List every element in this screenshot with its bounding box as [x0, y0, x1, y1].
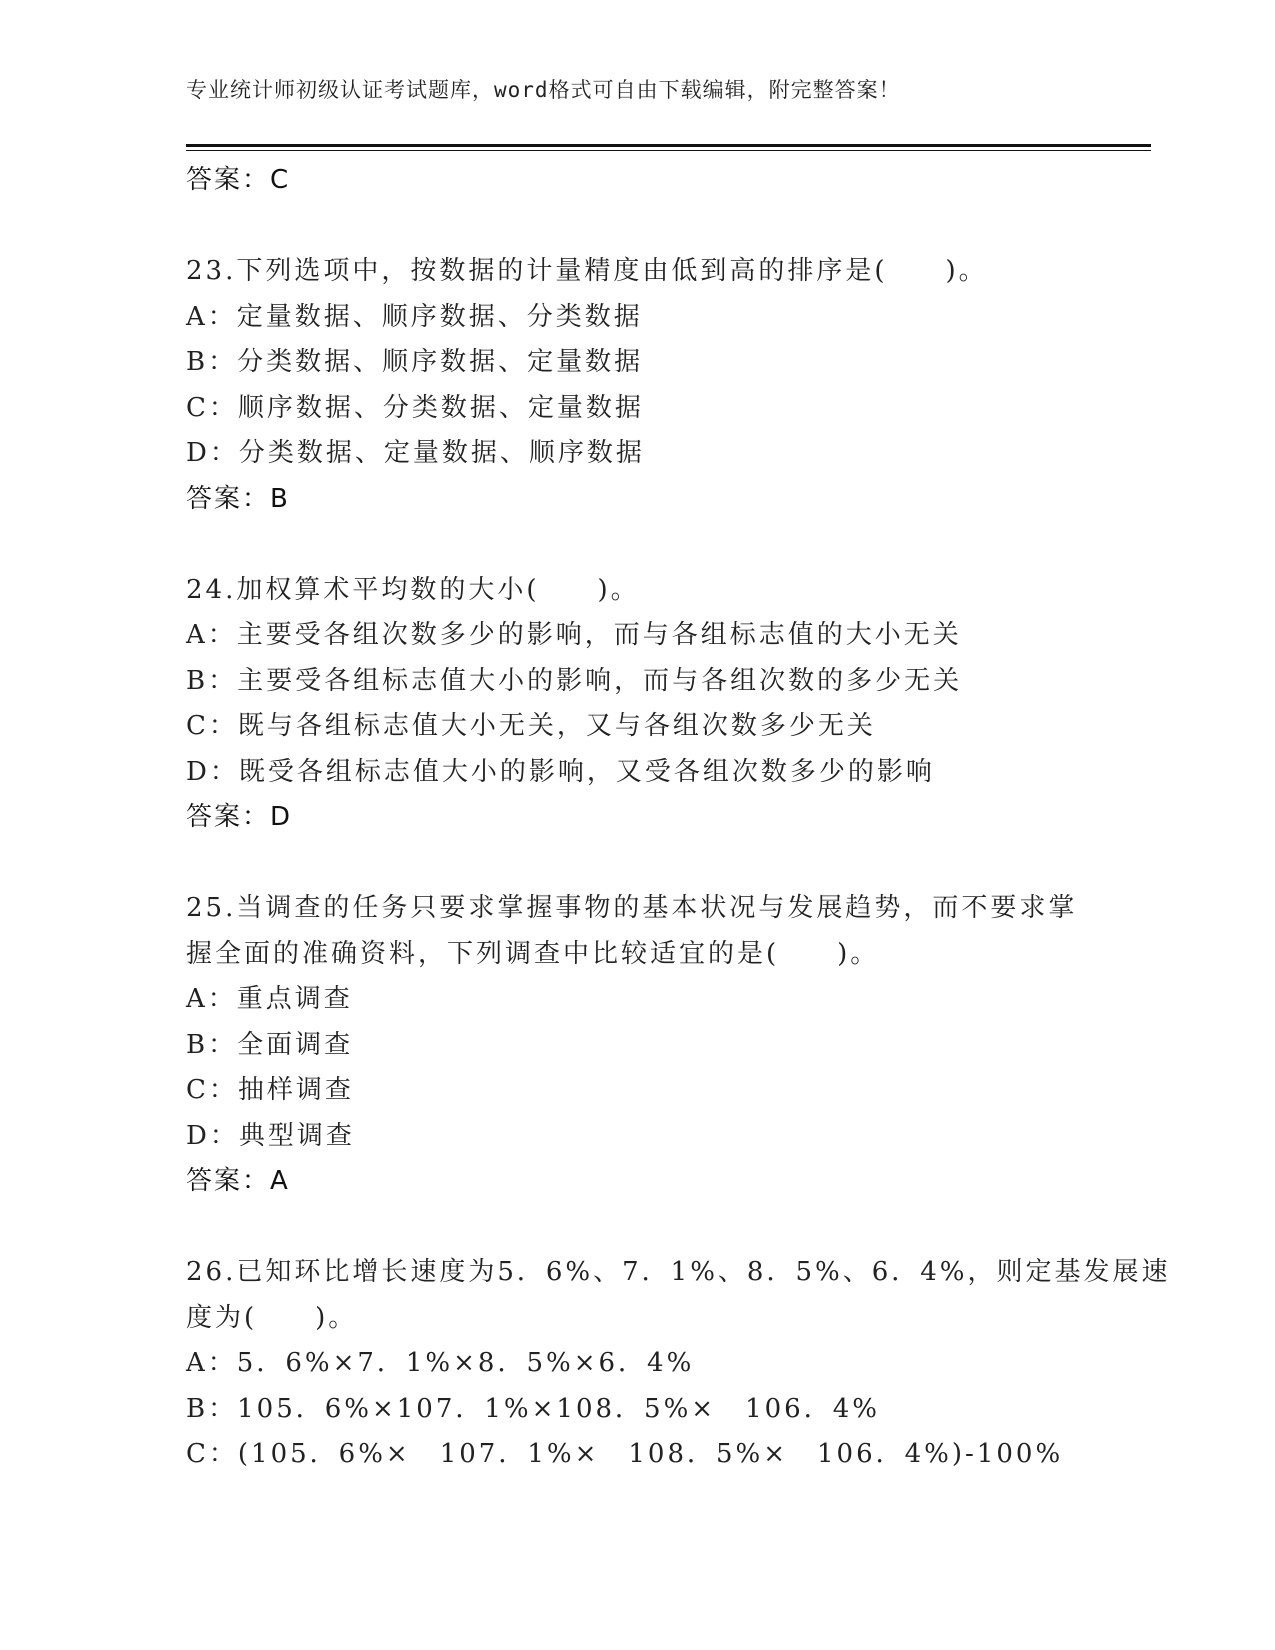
option-d: D：典型调查 [186, 1120, 355, 1151]
question-25 [186, 886, 1086, 1205]
answer: 答案：A [186, 1166, 290, 1196]
option-b: B：105．6%×107．1%×108．5%× 106．4% [186, 1393, 880, 1424]
option-c: C：抽样调查 [186, 1075, 354, 1105]
option-b: B：全面调查 [186, 1029, 354, 1060]
question-stem-continued: 握全面的准确资料，下列调查中比较适宜的是( )。 [186, 938, 880, 969]
question-23 [186, 249, 1086, 522]
page-header: 专业统计师初级认证考试题库，word格式可自由下载编辑，附完整答案！ [186, 78, 901, 102]
question-24 [186, 568, 1086, 841]
question-stem: 26.已知环比增长速度为5．6%、7．1%、8．5%、6．4%，则定基发展速 [186, 1257, 1171, 1287]
option-d: D：既受各组标志值大小的影响，又受各组次数多少的影响 [186, 756, 935, 787]
option-c: C：既与各组标志值大小无关，又与各组次数多少无关 [186, 711, 876, 741]
option-a: A：定量数据、顺序数据、分类数据 [186, 301, 643, 332]
option-b: B：分类数据、顺序数据、定量数据 [186, 347, 644, 377]
question-stem: 24.加权算术平均数的大小( )。 [186, 574, 640, 605]
question-stem-continued: 度为( )。 [186, 1302, 358, 1333]
option-c: C：(105．6%× 107．1%× 108．5%× 106．4%)-100% [186, 1439, 1064, 1469]
question-list [186, 158, 1171, 1478]
option-d: D：分类数据、定量数据、顺序数据 [186, 438, 645, 468]
question-stem: 23.下列选项中，按数据的计量精度由低到高的排序是( )。 [186, 256, 988, 286]
option-a: A：5．6%×7．1%×8．5%×6．4% [186, 1348, 695, 1378]
option-a: A：主要受各组次数多少的影响，而与各组标志值的大小无关 [186, 620, 962, 650]
question-stem: 25.当调查的任务只要求掌握事物的基本状况与发展趋势，而不要求掌 [186, 893, 1078, 923]
answer: 答案：B [186, 483, 290, 514]
question-26 [186, 1250, 1171, 1478]
option-c: C：顺序数据、分类数据、定量数据 [186, 392, 644, 423]
header-divider [186, 144, 1151, 151]
option-b: B：主要受各组标志值大小的影响，而与各组次数的多少无关 [186, 665, 963, 696]
option-a: A：重点调查 [186, 984, 353, 1014]
answer: 答案：D [186, 802, 293, 832]
previous-answer: 答案：C [186, 165, 291, 195]
